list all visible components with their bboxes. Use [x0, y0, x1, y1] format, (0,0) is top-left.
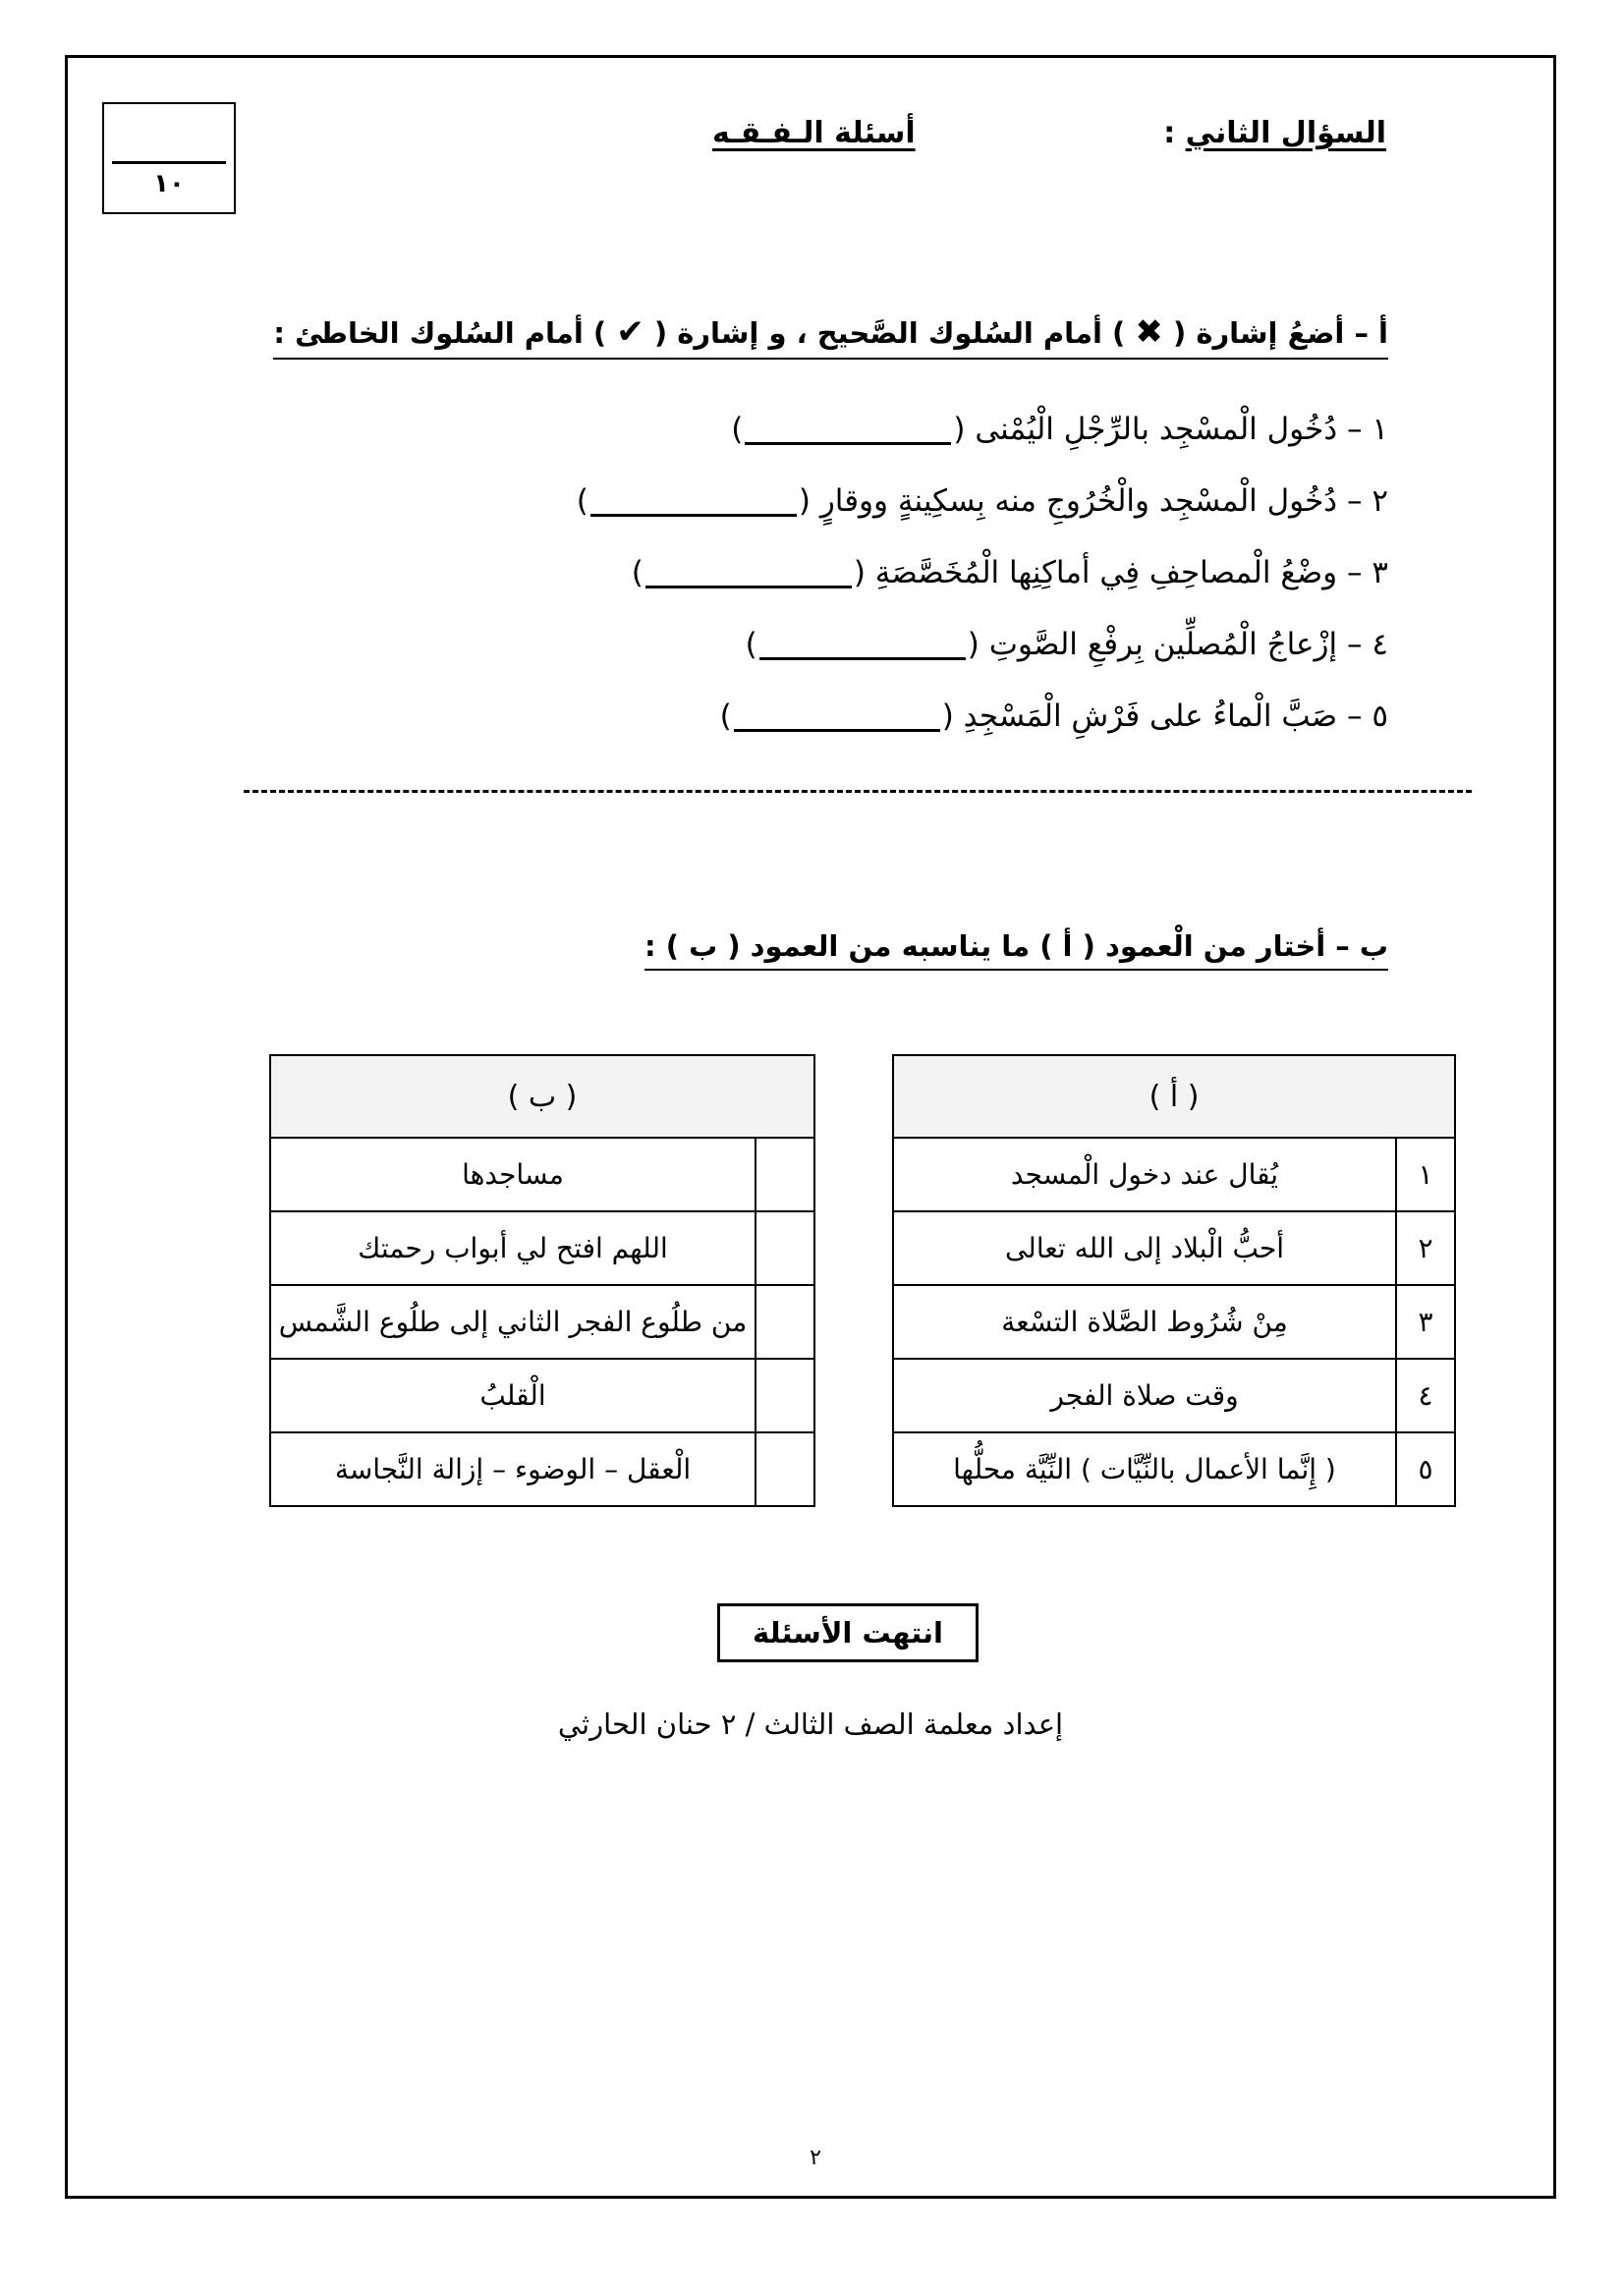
- item-open-paren: (: [853, 555, 866, 590]
- table-row: [893, 1359, 1455, 1432]
- answer-cell[interactable]: [756, 1211, 814, 1285]
- list-item: ١ – دُخُول الْمسْجِد بالرِّجْلِ الْيُمْنى (): [731, 412, 1388, 447]
- end-of-questions-box: انتهت الأسئلة: [717, 1603, 979, 1662]
- list-item: ٢ – دُخُول الْمسْجِد والْخُرُوجِ منه بِسكِينةٍ ووقارٍ (): [576, 483, 1388, 519]
- item-text: دُخُول الْمسْجِد والْخُرُوجِ منه بِسكِينةٍ ووقارٍ: [819, 483, 1338, 519]
- item-open-paren: (: [941, 699, 954, 734]
- row-text: الْعقل – الوضوء – إزالة النَّجاسة: [270, 1432, 756, 1506]
- item-number: ٣: [1372, 555, 1388, 590]
- row-text: اللهم افتح لي أبواب رحمتك: [270, 1211, 756, 1285]
- x-mark-icon: ✖: [1135, 312, 1163, 352]
- item-number: ٢: [1372, 483, 1388, 519]
- table-row: [270, 1359, 814, 1432]
- item-text: وضْعُ الْمصاحِفِ فِي أماكِنِها الْمُخَصَّصَةِ: [874, 555, 1338, 590]
- answer-cell[interactable]: [756, 1359, 814, 1432]
- row-number: ٥: [1396, 1432, 1455, 1506]
- score-value: ١٠: [153, 169, 185, 198]
- row-text: مِنْ شُرُوط الصَّلاة التسْعة: [893, 1285, 1396, 1359]
- answer-blank[interactable]: [645, 560, 852, 588]
- item-close-paren: ): [719, 699, 732, 734]
- item-close-paren: ): [631, 555, 644, 590]
- subject-title: أسئلة الـفـقـه: [712, 116, 916, 150]
- table-row: [270, 1432, 814, 1506]
- column-b-header: ( ب ): [270, 1055, 814, 1138]
- answer-cell[interactable]: [756, 1432, 814, 1506]
- table-row: [270, 1285, 814, 1359]
- table-row: [893, 1138, 1455, 1211]
- answer-cell[interactable]: [756, 1138, 814, 1211]
- row-number: ٤: [1396, 1359, 1455, 1432]
- list-item: ٤ – إزْعاجُ الْمُصلِّين بِرفْعِ الصَّوتِ (): [745, 627, 1388, 662]
- row-number: ٣: [1396, 1285, 1455, 1359]
- item-text: إزْعاجُ الْمُصلِّين بِرفْعِ الصَّوتِ: [988, 627, 1338, 662]
- page-number: ٢: [810, 2146, 821, 2170]
- question-title-text: السؤال الثاني: [1185, 116, 1386, 150]
- score-line: [112, 161, 226, 164]
- list-item: ٥ – صَبَّ الْماءُ على فَرْشِ الْمَسْجِدِ (): [719, 699, 1388, 734]
- row-text: مساجدها: [270, 1138, 756, 1211]
- item-text: دُخُول الْمسْجِد بالرِّجْلِ الْيُمْنى: [975, 412, 1338, 447]
- item-number: ١: [1372, 412, 1388, 447]
- item-text: صَبَّ الْماءُ على فَرْشِ الْمَسْجِدِ: [963, 699, 1338, 734]
- dashed-separator: [244, 790, 1472, 793]
- instruction-part-3: ) أمام السُلوك الخاطئ :: [273, 316, 607, 350]
- table-row: [270, 1138, 814, 1211]
- answer-blank[interactable]: [759, 632, 966, 660]
- question-title-suffix: :: [1163, 116, 1186, 150]
- row-text: يُقال عند دخول الْمسجد: [893, 1138, 1396, 1211]
- score-box: [102, 102, 236, 214]
- answer-blank[interactable]: [745, 417, 951, 445]
- item-close-paren: ): [731, 412, 744, 447]
- item-close-paren: ): [576, 483, 588, 519]
- row-text: أحبُّ الْبلاد إلى الله تعالى: [893, 1211, 1396, 1285]
- section-a-items: [577, 405, 1388, 763]
- check-mark-icon: ✔: [616, 312, 644, 352]
- item-number: ٥: [1372, 699, 1388, 734]
- row-text: ( إِنَّما الأعمال بالنِّيَّات ) النِّيَّة محلُّها: [893, 1432, 1396, 1506]
- item-close-paren: ): [745, 627, 757, 662]
- item-open-paren: (: [967, 627, 980, 662]
- table-row: [270, 1211, 814, 1285]
- item-number: ٤: [1372, 627, 1388, 662]
- table-row: [893, 1285, 1455, 1359]
- column-a-table: [892, 1054, 1456, 1507]
- row-number: ١: [1396, 1138, 1455, 1211]
- prepared-by: إعداد معلمة الصف الثالث / ٢ حنان الحارثي: [557, 1707, 1064, 1741]
- instruction-part-1: أ – أضعُ إشارة (: [1172, 316, 1388, 350]
- row-text: وقت صلاة الفجر: [893, 1359, 1396, 1432]
- item-open-paren: (: [953, 412, 966, 447]
- answer-blank[interactable]: [590, 488, 797, 517]
- column-a-header: ( أ ): [893, 1055, 1455, 1138]
- instruction-part-2: ) أمام السُلوك الصَّحيح ، و إشارة (: [653, 316, 1126, 350]
- table-row: [893, 1211, 1455, 1285]
- row-number: ٢: [1396, 1211, 1455, 1285]
- row-text: الْقلبُ: [270, 1359, 756, 1432]
- row-text: من طلُوع الفجر الثاني إلى طلُوع الشَّمس: [270, 1285, 756, 1359]
- answer-cell[interactable]: [756, 1285, 814, 1359]
- list-item: ٣ – وضْعُ الْمصاحِفِ فِي أماكِنِها الْمُخَصَّصَةِ (): [631, 555, 1388, 590]
- table-row: [893, 1432, 1455, 1506]
- section-b-instruction: ب – أختار من الْعمود ( أ ) ما يناسبه من العمود ( ب ) :: [644, 929, 1388, 971]
- column-b-table: [269, 1054, 815, 1507]
- item-open-paren: (: [798, 483, 811, 519]
- section-a-instruction: [273, 312, 1388, 360]
- question-title: [1163, 116, 1386, 150]
- answer-blank[interactable]: [734, 703, 940, 732]
